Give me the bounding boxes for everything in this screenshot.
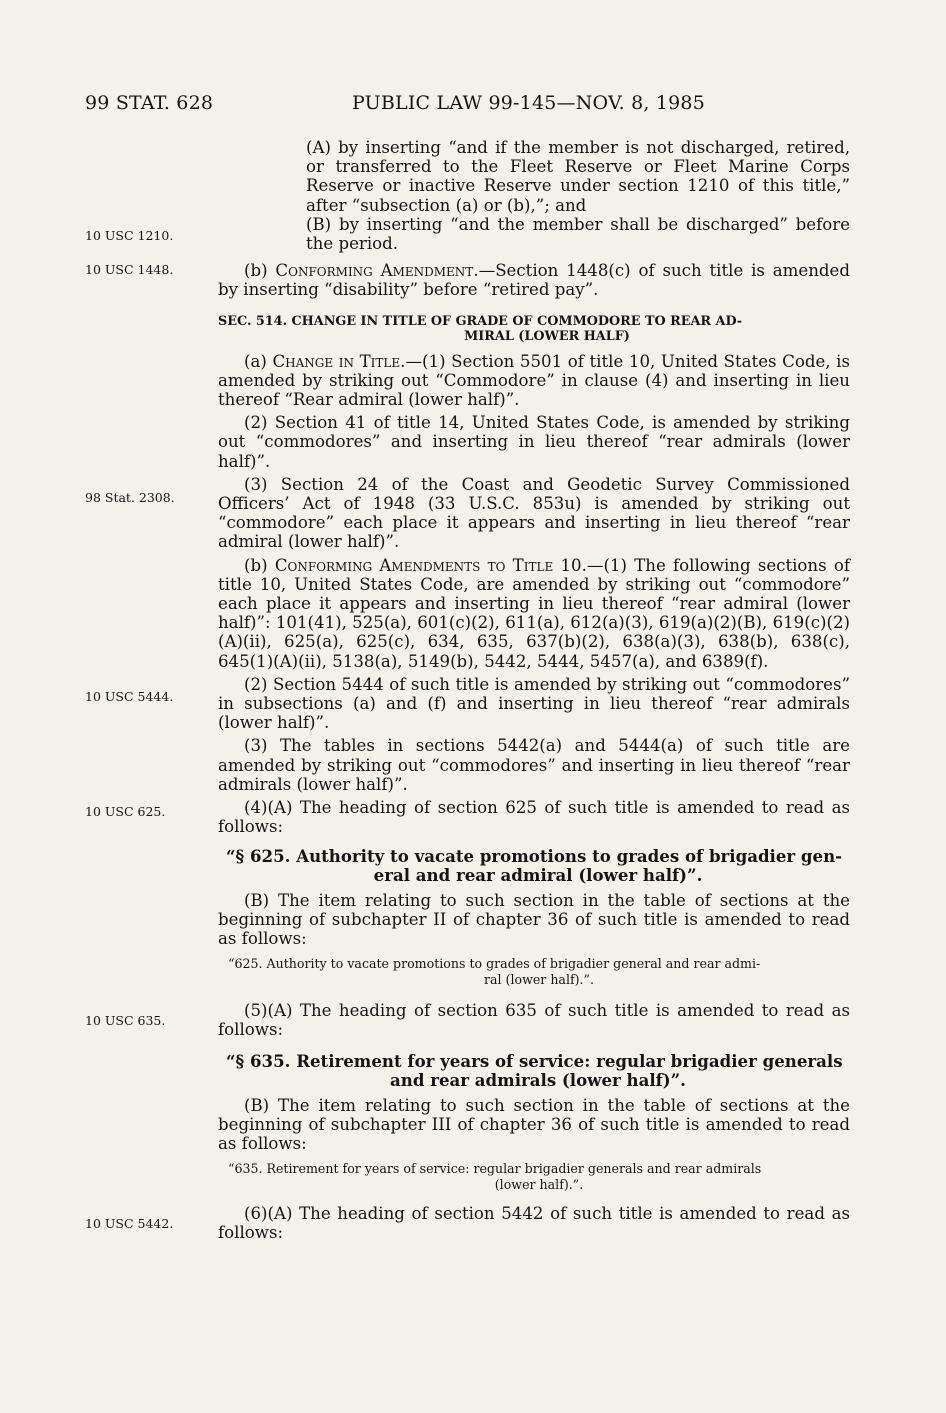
heading-line: eral and rear admiral (lower half)”.: [373, 864, 703, 885]
margin-note: 10 USC 635.: [85, 1013, 166, 1028]
change-in-title-text: —(1) Section 5501 of title 10, United States Code, is amended by striking out “Commodore” in clause (4) and inserting in lieu thereof “Rear admiral (lower half)”.: [218, 351, 850, 410]
section-625-heading: [218, 847, 850, 885]
conforming-amendments-text: —(1) The following sections of title 10, United States Code, are amended by striking out “commodore” each place it appears and inserting in lieu thereof “rear admiral (lower half)”: 101(41), 525(a), 601(c)(2), 611(a), 612(a)(3), 619(a)(2)(B), 619(c)(2)(A)(ii), 625(a), 625(c), 634, 635, 637(b)(2), 638(a)(3), 638(b), 638(c), 645(1)(A)(ii), 5138(a), 5149(b), 5442, 5444, 5457(a), and 6389(f).: [218, 555, 850, 671]
paragraph-b4b: (B) The item relating to such section in the table of sections at the beginning of subchapter II of chapter 36 of such title is amended to read as follows:: [218, 890, 850, 948]
law-title-header: PUBLIC LAW 99-145—NOV. 8, 1985: [352, 92, 705, 114]
change-in-title-paragraph: (a) Change in Title.—(1) Section 5501 of title 10, United States Code, is amended by striking out “Commodore” in clause (4) and inserting in lieu thereof “Rear admiral (lower half)”.: [218, 351, 850, 410]
margin-note: 10 USC 5444.: [85, 689, 174, 704]
toc-line: “635. Retirement for years of service: regular brigadier generals and rear admirals: [228, 1161, 762, 1177]
toc-item-635: [218, 1161, 850, 1192]
toc-item-625: [218, 956, 850, 987]
paragraph-a: (A) by inserting “and if the member is not discharged, retired, or transferred to the Fleet Reserve or Fleet Marine Corps Reserve or inactive Reserve under section 1210 of this title,” after “subsection (a) or (b),”; and: [306, 138, 850, 215]
paragraph-b5a: (5)(A) The heading of section 635 of such title is amended to read as follows:: [218, 1001, 850, 1040]
margin-note: 10 USC 625.: [85, 804, 166, 819]
change-in-title-heading: Change in Title.: [272, 351, 406, 371]
conforming-amendment-text: —Section 1448(c) of such title is amended by inserting “disability” before “retired pay”.: [218, 261, 850, 300]
margin-note: 10 USC 1448.: [85, 262, 174, 277]
conforming-amendments-title-10-paragraph: (b) Conforming Amendments to Title 10.—(1) The following sections of title 10, United States Code, are amended by striking out “commodore” each place it appears and inserting in lieu thereof “rear admiral (lower half)”: 101(41), 525(a), 601(c)(2), 611(a), 612(a)(3), 619(a)(2)(B), 619(c)(2)(A)(ii), 625(a), 625(c), 634, 635, 637(b)(2), 638(a)(3), 638(b), 638(c), 645(1)(A)(ii), 5138(a), 5149(b), 5442, 5444, 5457(a), and 6389(f).: [218, 555, 850, 671]
paragraph-b3: (3) The tables in sections 5442(a) and 5444(a) of such title are amended by striking out “commodores” and inserting in lieu thereof “rear admirals (lower half)”.: [218, 736, 850, 794]
toc-line: (lower half).”.: [494, 1176, 584, 1192]
paragraph-a3: (3) Section 24 of the Coast and Geodetic Survey Commissioned Officers’ Act of 1948 (33 U.S.C. 853u) is amended by striking out “commodore” each place it appears and inserting in lieu thereof “rear admiral (lower half)”.: [218, 474, 850, 552]
stat-page-number: 99 STAT. 628: [85, 92, 214, 114]
paragraph-b6a: (6)(A) The heading of section 5442 of such title is amended to read as follows:: [218, 1204, 850, 1243]
section-635-heading: [218, 1052, 850, 1090]
paragraph-b5b: (B) The item relating to such section in the table of sections at the beginning of subchapter III of chapter 36 of such title is amended to read as follows:: [218, 1095, 850, 1153]
margin-note: 10 USC 1210.: [85, 228, 174, 243]
toc-line: ral (lower half).”.: [483, 971, 594, 987]
heading-line: and rear admirals (lower half)”.: [390, 1069, 686, 1090]
margin-note: 10 USC 5442.: [85, 1216, 174, 1231]
section-514-title: [218, 314, 850, 345]
toc-line: “625. Authority to vacate promotions to grades of brigadier general and rear admi-: [228, 956, 761, 972]
paragraph-b2: (2) Section 5444 of such title is amended by striking out “commodores” in subsections (a) and (f) and inserting in lieu thereof “rear admirals (lower half)”.: [218, 674, 850, 733]
paragraph-b: (B) by inserting “and the member shall be discharged” before the period.: [306, 214, 850, 254]
section-title-line: SEC. 514. CHANGE IN TITLE OF GRADE OF COMMODORE TO REAR AD-: [218, 313, 743, 329]
law-text-body: [218, 138, 850, 1243]
paragraph-b4a: (4)(A) The heading of section 625 of such title is amended to read as follows:: [218, 798, 850, 837]
conforming-amendment-paragraph: (b) Conforming Amendment.—Section 1448(c) of such title is amended by inserting “disability” before “retired pay”.: [218, 261, 850, 300]
heading-line: “§ 635. Retirement for years of service: regular brigadier generals: [226, 1050, 843, 1071]
paragraph-a2: (2) Section 41 of title 14, United States Code, is amended by striking out “commodores” and inserting in lieu thereof “rear admirals (lower half)”.: [218, 413, 850, 471]
section-title-line: MIRAL (LOWER HALF): [464, 329, 630, 345]
conforming-amendments-heading: Conforming Amendments to Title 10.: [274, 555, 587, 575]
heading-line: “§ 625. Authority to vacate promotions to grades of brigadier gen-: [226, 845, 843, 866]
margin-note: 98 Stat. 2308.: [85, 490, 175, 505]
conforming-amendment-heading: Conforming Amendment.: [275, 261, 479, 281]
